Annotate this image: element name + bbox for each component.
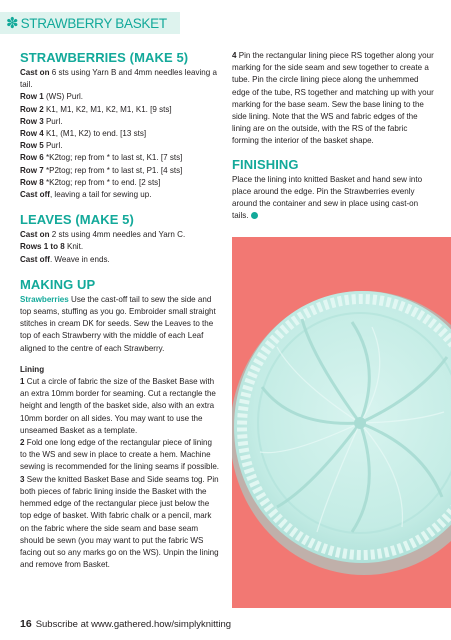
strawberries-row-label: Row 7 [20,165,44,175]
strawberries-pattern [20,67,220,201]
star-icon: ✽ [6,14,19,32]
strawberries-row-label: Row 3 [20,116,44,126]
knitted-basket-illustration [232,237,451,608]
leaves-pattern [20,229,220,266]
strawberries-row-label: Row 4 [20,129,44,139]
right-column [232,50,434,222]
lining-step-4 [232,50,434,148]
strawberries-row-label: Cast on [20,68,50,77]
strawberries-row-text: (WS) Purl. [43,92,84,102]
left-column [20,50,220,571]
strawberries-row-label: Row 1 [20,92,44,102]
leaves-row-label: Cast off [20,254,50,264]
lining-steps [20,376,220,571]
strawberries-row [20,128,220,140]
strawberries-row [20,189,220,201]
strawberries-row-text: Purl. [43,116,63,126]
strawberries-row-text: *K2tog; rep from * to end. [2 sts] [43,177,161,187]
strawberries-row-text: K1, M1, K2, M1, K2, M1, K1. [9 sts] [43,104,172,114]
page-footer [20,618,231,631]
leaves-row-text: 2 sts using 4mm needles and Yarn C. [49,230,186,240]
basket-photo [232,237,451,608]
strawberries-row-text: *K2tog; rep from * to last st, K1. [7 sts] [43,153,183,163]
strawberries-lead: Strawberries [20,294,69,304]
strawberries-row-text: K1, (M1, K2) to end. [13 sts] [43,129,147,139]
lining-step [20,376,220,437]
strawberries-row [20,104,220,116]
strawberries-row [20,67,220,91]
strawberries-heading: STRAWBERRIES (MAKE 5) [20,50,189,65]
step-number: 2 [20,438,25,448]
strawberries-row [20,116,220,128]
leaves-row [20,254,220,266]
page-number: 16 [20,618,32,630]
strawberries-row [20,91,220,103]
step-text: Sew the knitted Basket Base and Side seams tog. Pin both pieces of fabric lining inside the Basket with the hemmed edge of the rectangular piece just below the top edge of basket. With fabric chalk or a pencil, mark on the fabric where the side seam and base seam should be sewn (you may want to put the fabric WS facing out so any marks go on the WS). Unpin the lining and remove from Basket. [20,474,219,570]
strawberries-row-text: , leaving a tail for sewing up. [49,190,152,200]
lining-step [20,437,220,474]
strawberries-row [20,165,220,177]
strawberries-row [20,152,220,164]
finishing-heading: FINISHING [232,156,299,172]
strawberries-row-label: Row 8 [20,177,44,187]
end-mark-icon [251,212,258,219]
step-number: 1 [20,377,25,387]
making-up-intro [20,294,220,355]
lining-heading: Lining [20,364,45,374]
leaves-row-text: Knit. [64,242,84,252]
strawberries-row-text: 6 sts using Yarn B and 4mm needles leaving a tail. [20,68,217,90]
strawberries-row-text: *P2tog; rep from * to last st, P1. [4 sts] [43,165,183,175]
section-header [0,12,180,34]
finishing-text: Place the lining into knitted Basket and hand sew into place around the edge. Pin the Strawberries evenly around the container and sew in place using cast-on tails. [232,174,423,221]
leaves-row [20,241,220,253]
leaves-row-text: . Weave in ends. [49,254,110,264]
strawberries-row-label: Row 5 [20,141,44,151]
step-text: Cut a circle of fabric the size of the Basket Base with an extra 10mm border for seaming. Cut a rectangle the height and length of the basket side, also with an extra 10mm border on all sides. You may want to use the unseamed Basket as a template. [20,377,216,435]
strawberries-row-label: Row 2 [20,104,44,114]
lining-step [20,474,220,572]
strawberries-row-label: Cast off [20,190,50,200]
strawberries-text: Use the cast-off tail to sew the side and top seams, stuffing as you go. Embroider small straight stitches in cream DK for seeds. Sew the Leaves to the top of each Strawberry with the middle of each Leaf aligned to the centre of each Strawberry. [20,294,216,353]
strawberries-row-text: Purl. [43,141,63,151]
making-up-heading: MAKING UP [20,276,96,292]
leaves-row [20,229,220,241]
step-text: Fold one long edge of the rectangular piece of lining to the WS and sew in place to create a hem. Machine sewing is recommended for the lining seams if possible. [20,438,220,472]
leaves-heading: LEAVES (MAKE 5) [20,212,134,228]
leaves-row-label: Rows 1 to 8 [20,242,65,252]
strawberries-row [20,177,220,189]
section-title: STRAWBERRY BASKET [20,15,167,31]
step-number: 3 [20,474,25,484]
step-number: 4 [232,51,237,60]
strawberries-row [20,140,220,152]
step-text: Pin the rectangular lining piece RS together along your marking for the side seam and sew together to create a tube. Pin the circle lining piece along the unhemmed edge of the tube, RS together and matching up with your marking for the base seam. Sew the base lining to the side lining. Note that the WS and fabric edges of the lining are on the outside, with the RS of the fabric forming the interior of the basket shape. [232,51,434,146]
subscribe-link[interactable]: Subscribe at www.gathered.how/simplyknitting [35,619,232,630]
leaves-row-label: Cast on [20,230,50,240]
strawberries-row-label: Row 6 [20,153,44,163]
